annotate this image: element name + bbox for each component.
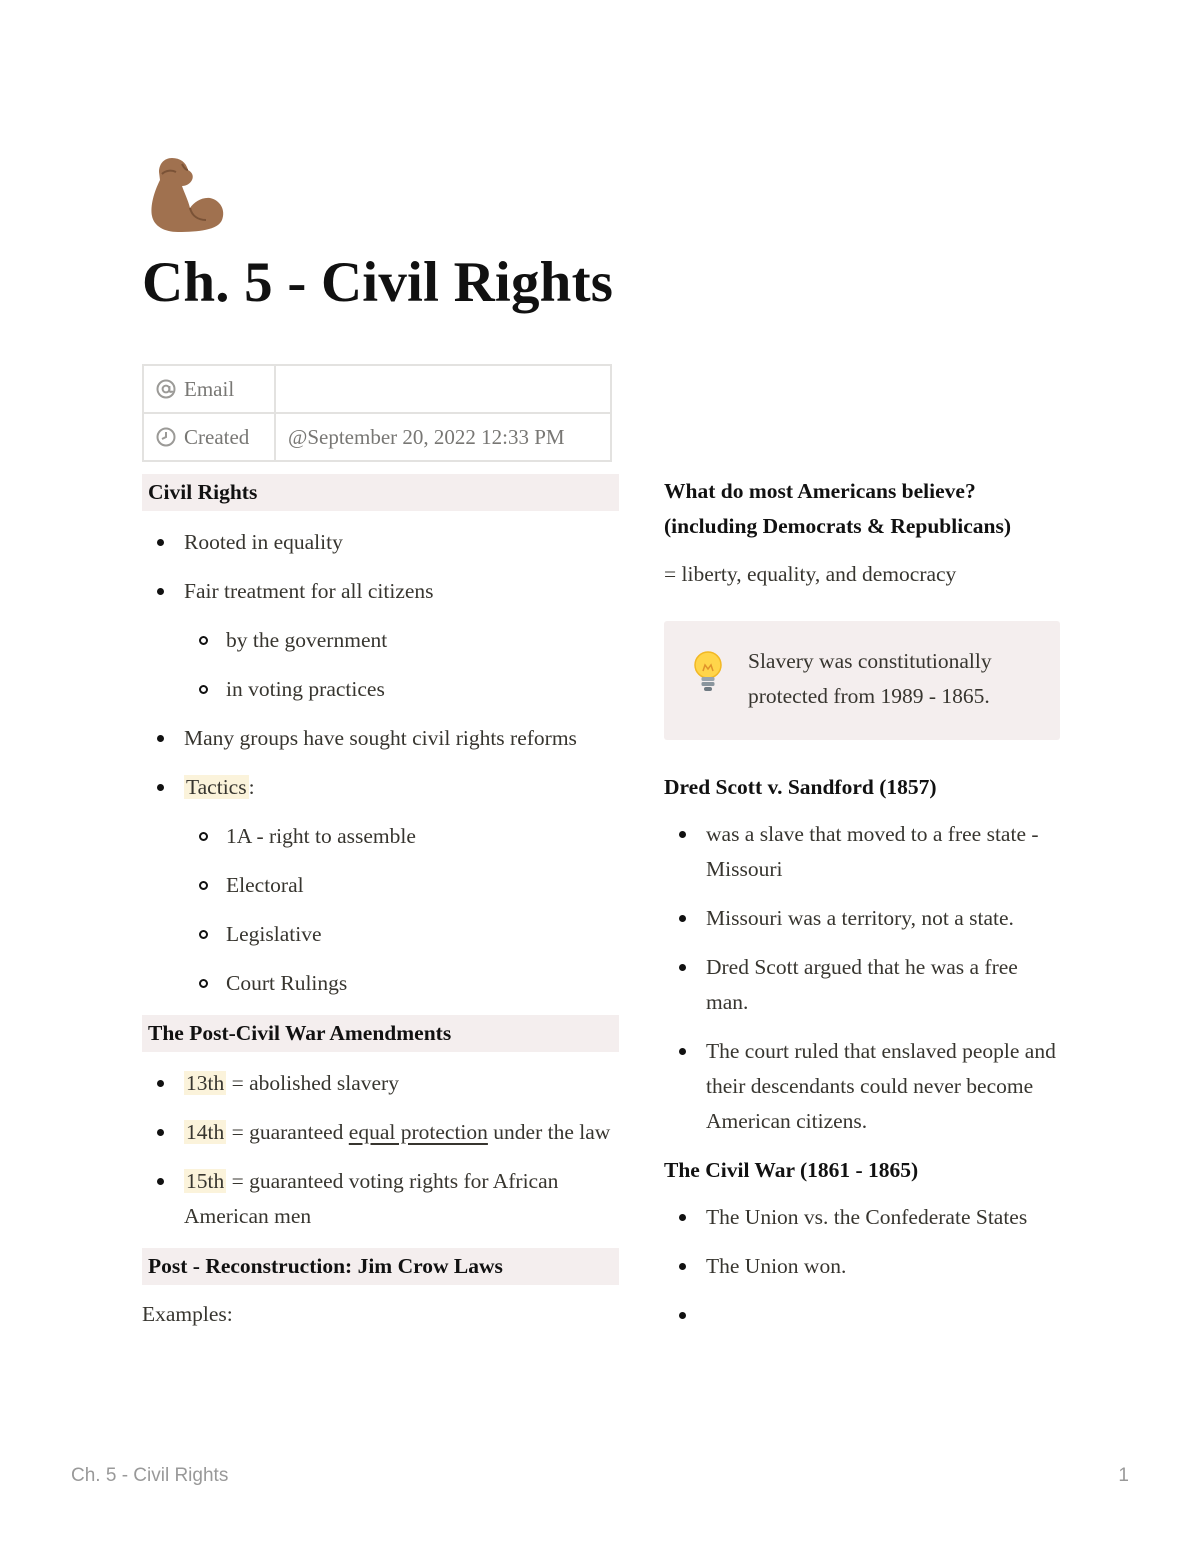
- left-column: [142, 474, 619, 1332]
- property-email-value[interactable]: [275, 365, 611, 413]
- underline-equal-protection: equal protection: [348, 1120, 488, 1144]
- at-sign-icon: [156, 379, 176, 399]
- right-column: [664, 474, 1060, 1333]
- amendments-list: [142, 1066, 619, 1234]
- civil-rights-list-continued: [142, 721, 619, 805]
- list-item-text: Fair treatment for all citizens: [184, 579, 434, 603]
- list-item-text: = guaranteed voting rights for African American men: [184, 1169, 559, 1228]
- page-title: Ch. 5 - Civil Rights: [142, 251, 614, 314]
- list-item-text: = guaranteed: [226, 1120, 349, 1144]
- list-item-empty[interactable]: [664, 1298, 1060, 1333]
- belief-answer: = liberty, equality, and democracy: [664, 562, 957, 586]
- list-item: [142, 574, 619, 609]
- clock-icon: [156, 427, 176, 447]
- heading-civil-war: The Civil War (1861 - 1865): [664, 1158, 919, 1182]
- list-item: The court ruled that enslaved people and their descendants could never become American citizens.: [664, 1034, 1060, 1139]
- list-item: 1A - right to assemble: [142, 819, 619, 854]
- list-item: Legislative: [142, 917, 619, 952]
- callout: [664, 621, 1060, 740]
- light-bulb-icon: [690, 649, 726, 693]
- list-item: Rooted in equality: [142, 525, 619, 560]
- heading-americans-believe: What do most Americans believe? (including Democrats & Republicans): [664, 479, 1011, 538]
- tactics-sublist: [142, 819, 619, 1001]
- property-email-key: [143, 365, 275, 413]
- civil-rights-list: [142, 525, 619, 609]
- footer-page-number: 1: [1118, 1465, 1129, 1486]
- highlight-tactics: Tactics: [186, 775, 247, 799]
- list-item: [142, 1115, 619, 1150]
- list-item: Many groups have sought civil rights reforms: [142, 721, 619, 756]
- examples-text: Examples:: [142, 1302, 233, 1326]
- highlight-14th: 14th: [186, 1120, 225, 1144]
- list-item: Court Rulings: [142, 966, 619, 1001]
- list-item: The Union vs. the Confederate States: [664, 1200, 1060, 1235]
- list-item: Missouri was a territory, not a state.: [664, 901, 1060, 936]
- list-item: Dred Scott argued that he was a free man.: [664, 950, 1060, 1020]
- list-item-text: = abolished slavery: [226, 1071, 399, 1095]
- civil-war-list: [664, 1200, 1060, 1333]
- highlight-15th: 15th: [186, 1169, 225, 1193]
- property-row-created: [143, 413, 611, 461]
- list-item-text: under the law: [487, 1120, 611, 1144]
- highlight-13th: 13th: [186, 1071, 225, 1095]
- list-item: Electoral: [142, 868, 619, 903]
- property-email-label: Email: [184, 376, 235, 401]
- heading-civil-rights: Civil Rights: [142, 474, 619, 511]
- list-item: The Union won.: [664, 1249, 1060, 1284]
- footer-title: Ch. 5 - Civil Rights: [71, 1465, 229, 1486]
- flexed-biceps-icon: [142, 150, 228, 236]
- list-item: in voting practices: [142, 672, 619, 707]
- properties-table: [142, 364, 612, 462]
- dred-scott-list: [664, 817, 1060, 1139]
- list-item: was a slave that moved to a free state - Missouri: [664, 817, 1060, 887]
- list-item: [142, 770, 619, 805]
- list-item: [142, 1164, 619, 1234]
- property-created-key: [143, 413, 275, 461]
- heading-jim-crow: Post - Reconstruction: Jim Crow Laws: [142, 1248, 619, 1285]
- list-item: by the government: [142, 623, 619, 658]
- heading-amendments: The Post-Civil War Amendments: [142, 1015, 619, 1052]
- property-created-value[interactable]: @September 20, 2022 12:33 PM: [275, 413, 611, 461]
- fair-treatment-sublist: [142, 623, 619, 707]
- property-row-email: [143, 365, 611, 413]
- property-created-label: Created: [184, 424, 250, 449]
- list-item-text: :: [248, 775, 255, 799]
- heading-dred-scott: Dred Scott v. Sandford (1857): [664, 775, 937, 799]
- list-item: [142, 1066, 619, 1101]
- callout-text: Slavery was constitutionally protected from 1989 - 1865.: [748, 649, 992, 708]
